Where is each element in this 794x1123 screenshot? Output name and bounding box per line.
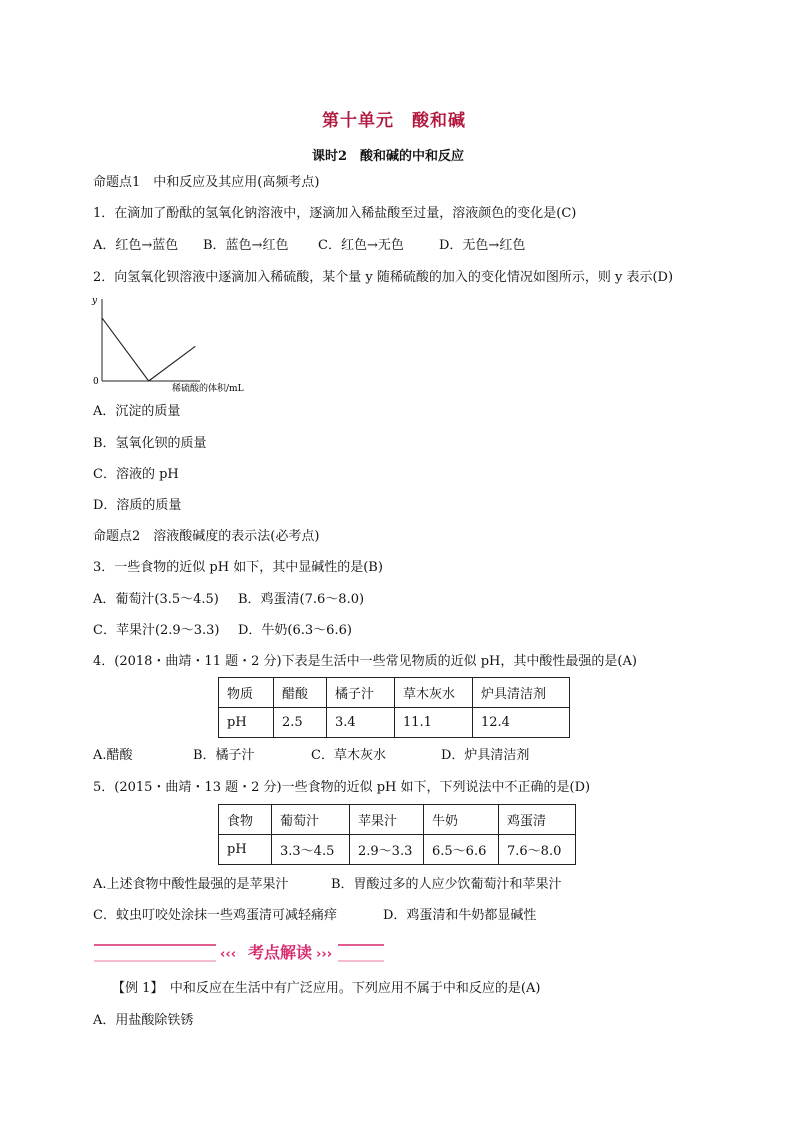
series-line-segment (149, 346, 196, 381)
table-cell: 6.5～6.6 (424, 835, 499, 865)
table-cell: 醋酸 (274, 678, 327, 708)
page-title: 第十单元 酸和碱 (322, 111, 466, 131)
table-cell: 7.6～8.0 (499, 835, 576, 865)
question-3-stem: 3．一些食物的近似 pH 如下，其中显碱性的是(B) (93, 560, 383, 575)
table-row (219, 835, 576, 865)
table-row (219, 678, 570, 708)
question-1-stem: 1．在滴加了酚酞的氢氧化钠溶液中，逐滴加入稀盐酸至过量，溶液颜色的变化是(C) (93, 206, 577, 221)
question-5-stem: 5．(2015・曲靖・13 题・2 分)一些食物的近似 pH 如下，下列说法中不正确的是(D) (93, 780, 591, 795)
table-cell: 2.9～3.3 (350, 835, 424, 865)
q2-line-chart (88, 293, 288, 393)
table-row (219, 805, 576, 835)
table-cell: 草木灰水 (395, 678, 473, 708)
table-cell: 鸡蛋清 (499, 805, 576, 835)
example-1-stem: 【例 1】 中和反应在生活中有广泛应用。下列应用不属于中和反应的是(A) (112, 981, 541, 996)
q4-option-c: C．草木灰水 (311, 748, 386, 763)
q3-option-d: D．牛奶(6.3～6.6) (238, 623, 352, 638)
table-cell: pH (219, 708, 274, 738)
q2-option-a: A．沉淀的质量 (93, 404, 181, 419)
table-cell: pH (219, 835, 272, 865)
q2-option-c: C．溶液的 pH (93, 467, 179, 482)
svg-text:›››: ››› (316, 947, 333, 962)
q4-option-a: A.醋酸 (93, 748, 133, 763)
table-cell: 炉具清洁剂 (473, 678, 570, 708)
banner-text: 考点解读 (248, 943, 313, 962)
section-label-1: 命题点1 中和反应及其应用(高频考点) (93, 175, 320, 190)
table-row (219, 708, 570, 738)
q5-table (218, 804, 576, 865)
table-cell: 12.4 (473, 708, 570, 738)
x-axis-label: 稀硫酸的体积/mL (172, 384, 244, 393)
table-cell: 2.5 (274, 708, 327, 738)
q5-option-d: D．鸡蛋清和牛奶都显碱性 (383, 908, 537, 923)
q4-option-b: B．橘子汁 (193, 748, 255, 763)
q1-option-b: B．蓝色→红色 (203, 238, 289, 253)
table-cell: 橘子汁 (327, 678, 395, 708)
q3-option-c: C．苹果汁(2.9～3.3) (93, 623, 220, 638)
question-4-stem: 4．(2018・曲靖・11 题・2 分)下表是生活中一些常见物质的近似 pH，其中酸性最强的是(A) (93, 654, 637, 669)
q1-option-a: A．红色→蓝色 (93, 238, 179, 253)
q5-option-b: B．胃酸过多的人应少饮葡萄汁和苹果汁 (331, 877, 562, 892)
series-line-segment (102, 318, 149, 381)
section-label-2: 命题点2 溶液酸碱度的表示法(必考点) (93, 529, 320, 544)
table-cell: 牛奶 (424, 805, 499, 835)
example-1-option-a: A．用盐酸除铁锈 (93, 1013, 194, 1028)
q4-table (218, 677, 570, 738)
page-subtitle: 课时2 酸和碱的中和反应 (312, 149, 465, 164)
q4-option-d: D．炉具清洁剂 (441, 748, 530, 763)
section-banner (88, 937, 388, 967)
q3-option-b: B．鸡蛋清(7.6～8.0) (238, 592, 365, 607)
question-2-stem: 2．向氢氧化钡溶液中逐滴加入稀硫酸，某个量 y 随稀硫酸的加入的变化情况如图所示，则 y 表示(D) (93, 270, 674, 285)
origin-label: 0 (93, 377, 99, 387)
q1-option-c: C．红色→无色 (318, 238, 404, 253)
table-cell: 物质 (219, 678, 274, 708)
table-cell: 3.3～4.5 (272, 835, 350, 865)
y-axis-label: y (92, 296, 98, 306)
table-cell: 11.1 (395, 708, 473, 738)
q3-option-a: A．葡萄汁(3.5～4.5) (93, 592, 219, 607)
table-cell: 苹果汁 (350, 805, 424, 835)
table-cell: 食物 (219, 805, 272, 835)
svg-text:‹‹‹: ‹‹‹ (220, 947, 237, 962)
table-cell: 3.4 (327, 708, 395, 738)
table-cell: 葡萄汁 (272, 805, 350, 835)
q2-option-d: D．溶质的质量 (93, 498, 182, 513)
q5-option-a: A.上述食物中酸性最强的是苹果汁 (93, 877, 289, 892)
q2-option-b: B．氢氧化钡的质量 (93, 436, 207, 451)
q5-option-c: C．蚊虫叮咬处涂抹一些鸡蛋清可减轻痛痒 (93, 908, 337, 923)
q1-option-d: D．无色→红色 (439, 238, 526, 253)
